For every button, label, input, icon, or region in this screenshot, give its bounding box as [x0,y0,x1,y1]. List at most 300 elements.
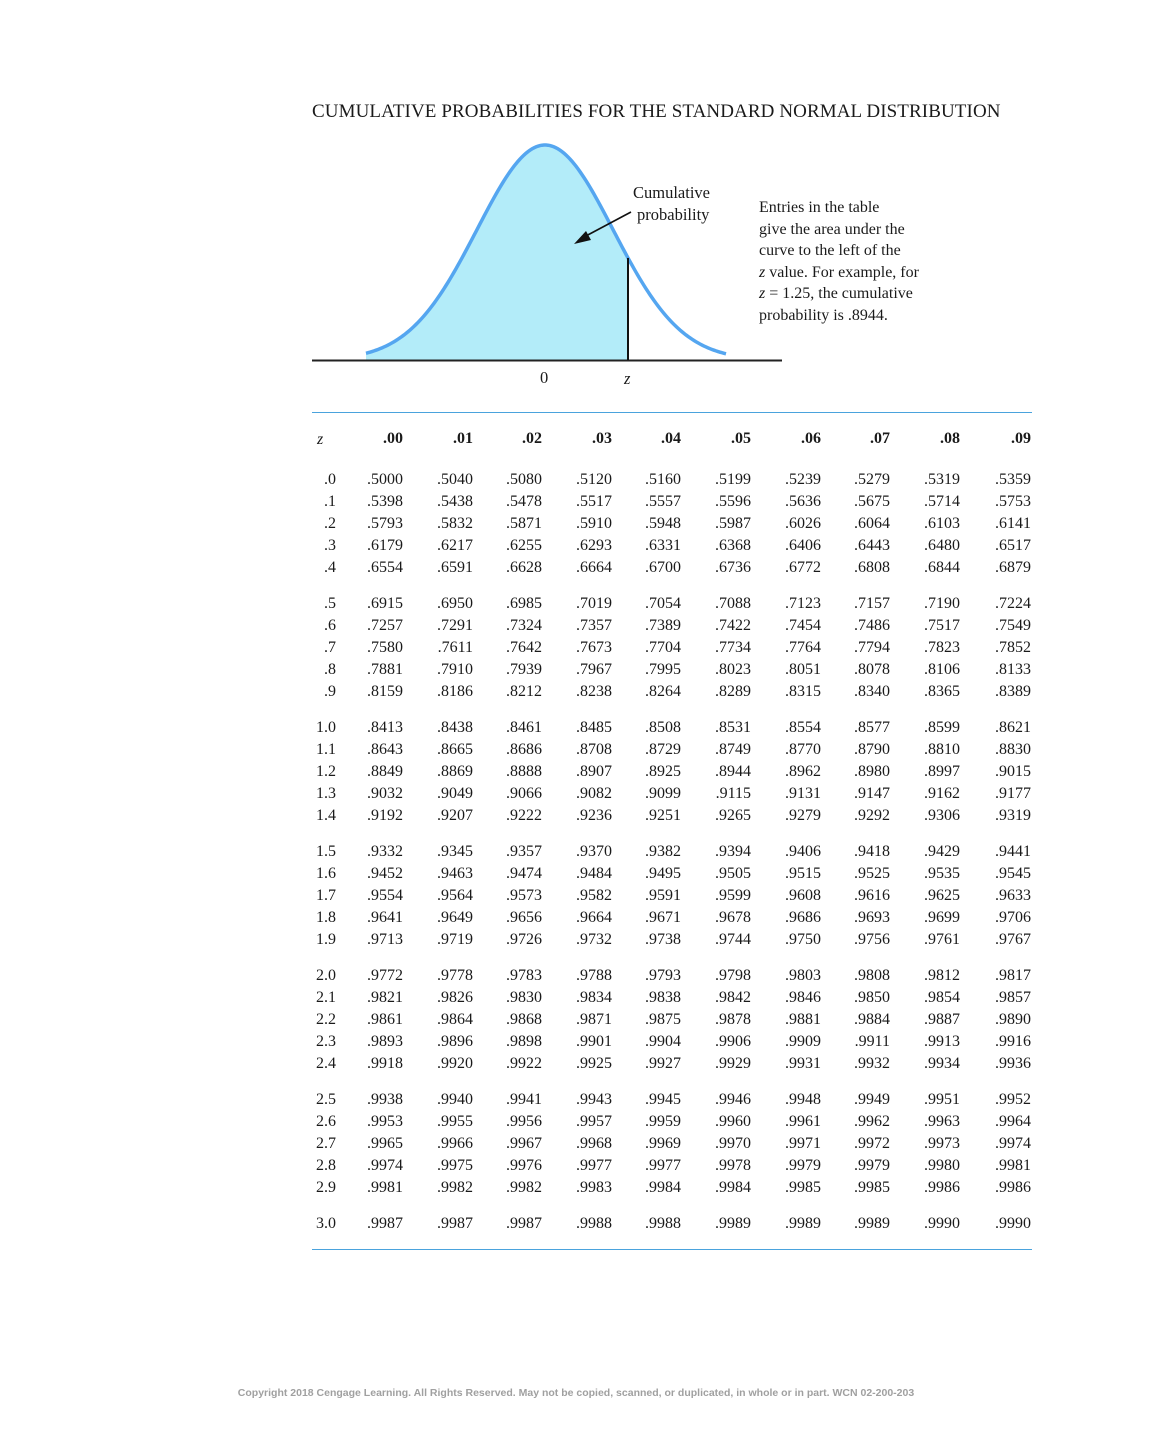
probability-cell: .9591 [645,887,681,904]
probability-cell: .9934 [924,1055,960,1072]
probability-cell: .8365 [924,683,960,700]
probability-cell: .6293 [576,537,612,554]
row-group [312,965,1032,1075]
probability-cell: .9956 [506,1113,542,1130]
probability-cell: .9767 [995,931,1031,948]
column-header: .09 [1011,430,1031,447]
probability-cell: .7910 [437,661,473,678]
probability-cell: .9868 [506,1011,542,1028]
row-group [312,469,1032,579]
probability-cell: .9990 [924,1215,960,1232]
note-line: Entries in the table [759,199,880,216]
probability-cell: .9988 [576,1215,612,1232]
z-value: .2 [324,515,336,532]
probability-cell: .9535 [924,865,960,882]
probability-cell: .5239 [785,471,821,488]
z-value: 2.5 [316,1091,336,1108]
probability-cell: .9251 [645,807,681,824]
probability-cell: .9966 [437,1135,473,1152]
z-value: 2.6 [316,1113,336,1130]
probability-cell: .8413 [367,719,403,736]
probability-cell: .9976 [506,1157,542,1174]
probability-cell: .9633 [995,887,1031,904]
z-value: 1.2 [316,763,336,780]
probability-cell: .9726 [506,931,542,948]
probability-cell: .9292 [854,807,890,824]
table-body [312,469,1032,1235]
probability-cell: .9656 [506,909,542,926]
table-bottom-rule [312,1249,1032,1250]
probability-cell: .9884 [854,1011,890,1028]
probability-cell: .9989 [854,1215,890,1232]
probability-cell: .7642 [506,639,542,656]
probability-cell: .9969 [645,1135,681,1152]
probability-cell: .7881 [367,661,403,678]
table-row [312,1111,1032,1133]
probability-cell: .6064 [854,515,890,532]
probability-cell: .7764 [785,639,821,656]
z-value: .1 [324,493,336,510]
curve-label-line2: probability [637,205,710,224]
probability-cell: .9955 [437,1113,473,1130]
probability-cell: .9306 [924,807,960,824]
probability-cell: .7291 [437,617,473,634]
row-group [312,841,1032,951]
table-row [312,717,1032,739]
probability-cell: .9463 [437,865,473,882]
probability-cell: .9812 [924,967,960,984]
probability-cell: .8925 [645,763,681,780]
probability-cell: .5160 [645,471,681,488]
column-header: .07 [870,430,890,447]
column-header: .06 [801,430,821,447]
probability-cell: .9345 [437,843,473,860]
z-value: 1.4 [316,807,336,824]
probability-cell: .8665 [437,741,473,758]
z-value: 1.5 [316,843,336,860]
probability-cell: .9922 [506,1055,542,1072]
probability-cell: .5438 [437,493,473,510]
probability-cell: .9808 [854,967,890,984]
probability-cell: .9131 [785,785,821,802]
probability-cell: .9441 [995,843,1031,860]
probability-cell: .9713 [367,931,403,948]
column-header: .03 [592,430,612,447]
table-row [312,1133,1032,1155]
probability-cell: .8051 [785,661,821,678]
z-value: .9 [324,683,336,700]
zero-label: 0 [540,368,549,387]
table-row [312,469,1032,491]
probability-cell: .6368 [715,537,751,554]
table-row [312,491,1032,513]
probability-cell: .8830 [995,741,1031,758]
probability-cell: .9357 [506,843,542,860]
probability-cell: .9850 [854,989,890,1006]
probability-cell: .8810 [924,741,960,758]
probability-cell: .9778 [437,967,473,984]
probability-cell: .9761 [924,931,960,948]
probability-cell: .9693 [854,909,890,926]
probability-cell: .8686 [506,741,542,758]
probability-cell: .9978 [715,1157,751,1174]
z-value: .3 [324,537,336,554]
probability-cell: .8577 [854,719,890,736]
probability-cell: .9952 [995,1091,1031,1108]
probability-cell: .9756 [854,931,890,948]
probability-cell: .9082 [576,785,612,802]
probability-cell: .7794 [854,639,890,656]
probability-cell: .8621 [995,719,1031,736]
z-value: 2.2 [316,1011,336,1028]
probability-cell: .9982 [506,1179,542,1196]
probability-cell: .6879 [995,559,1031,576]
probability-cell: .9719 [437,931,473,948]
table-row [312,987,1032,1009]
copyright-footer: Copyright 2018 Cengage Learning. All Rights Reserved. May not be copied, scanned, or duplicated, in whole or in part. WCN 02-200-203 [237,1387,915,1399]
probability-cell: .6406 [785,537,821,554]
probability-cell: .5000 [367,471,403,488]
probability-cell: .9678 [715,909,751,926]
z-value: .8 [324,661,336,678]
probability-cell: .9664 [576,909,612,926]
probability-cell: .8997 [924,763,960,780]
z-value: 3.0 [316,1215,336,1232]
probability-cell: .6331 [645,537,681,554]
probability-cell: .9525 [854,865,890,882]
probability-cell: .9962 [854,1113,890,1130]
probability-cell: .9959 [645,1113,681,1130]
probability-cell: .9834 [576,989,612,1006]
probability-cell: .6591 [437,559,473,576]
probability-cell: .7673 [576,639,612,656]
probability-cell: .9987 [506,1215,542,1232]
probability-cell: .9429 [924,843,960,860]
table-row [312,557,1032,579]
probability-cell: .5714 [924,493,960,510]
probability-cell: .6480 [924,537,960,554]
probability-cell: .9986 [995,1179,1031,1196]
probability-cell: .9946 [715,1091,751,1108]
explanation-note [759,197,959,327]
probability-cell: .8508 [645,719,681,736]
probability-cell: .9957 [576,1113,612,1130]
probability-cell: .9961 [785,1113,821,1130]
probability-cell: .8944 [715,763,751,780]
probability-cell: .6915 [367,595,403,612]
probability-cell: .9982 [437,1179,473,1196]
probability-cell: .9979 [785,1157,821,1174]
z-value: .7 [324,639,336,656]
probability-cell: .8159 [367,683,403,700]
probability-cell: .9878 [715,1011,751,1028]
probability-cell: .9913 [924,1033,960,1050]
probability-cell: .9817 [995,967,1031,984]
probability-cell: .9963 [924,1113,960,1130]
probability-cell: .9985 [854,1179,890,1196]
probability-cell: .9881 [785,1011,821,1028]
z-value: 2.8 [316,1157,336,1174]
probability-cell: .9015 [995,763,1031,780]
probability-cell: .7019 [576,595,612,612]
probability-cell: .9980 [924,1157,960,1174]
probability-cell: .7123 [785,595,821,612]
probability-cell: .9864 [437,1011,473,1028]
column-header: .04 [661,430,681,447]
probability-cell: .9887 [924,1011,960,1028]
probability-cell: .9265 [715,807,751,824]
probability-cell: .9147 [854,785,890,802]
note-line: give the area under the [759,220,905,238]
probability-cell: .9972 [854,1135,890,1152]
probability-cell: .5557 [645,493,681,510]
probability-cell: .6255 [506,537,542,554]
probability-cell: .9750 [785,931,821,948]
probability-cell: .9929 [715,1055,751,1072]
table-row [312,535,1032,557]
probability-cell: .9484 [576,865,612,882]
row-group [312,717,1032,827]
probability-cell: .9783 [506,967,542,984]
probability-cell: .8599 [924,719,960,736]
probability-cell: .9207 [437,807,473,824]
z-axis-label: z [624,369,631,388]
z-value: 2.9 [316,1179,336,1196]
probability-cell: .7823 [924,639,960,656]
column-header: .01 [453,430,473,447]
probability-cell: .5120 [576,471,612,488]
probability-cell: .6844 [924,559,960,576]
note-line: curve to the left of the [759,242,901,260]
probability-cell: .8849 [367,763,403,780]
probability-cell: .5793 [367,515,403,532]
column-header: .02 [522,430,542,447]
probability-cell: .6628 [506,559,542,576]
probability-cell: .8289 [715,683,751,700]
probability-cell: .7088 [715,595,751,612]
probability-cell: .9474 [506,865,542,882]
z-value: 1.1 [316,741,336,758]
probability-cell: .9582 [576,887,612,904]
probability-cell: .9932 [854,1055,890,1072]
probability-cell: .9951 [924,1091,960,1108]
z-value: 1.3 [316,785,336,802]
row-group [312,1089,1032,1199]
probability-cell: .9989 [785,1215,821,1232]
probability-cell: .5596 [715,493,751,510]
probability-cell: .9099 [645,785,681,802]
table-row [312,929,1032,951]
probability-cell: .9515 [785,865,821,882]
probability-cell: .9979 [854,1157,890,1174]
probability-cell: .9938 [367,1091,403,1108]
probability-cell: .9826 [437,989,473,1006]
probability-cell: .9641 [367,909,403,926]
note-z-symbol: z [759,285,766,303]
probability-cell: .9319 [995,807,1031,824]
probability-cell: .7324 [506,617,542,634]
probability-cell: .7054 [645,595,681,612]
probability-cell: .6950 [437,595,473,612]
probability-cell: .7995 [645,661,681,678]
probability-cell: .9545 [995,865,1031,882]
z-value: 1.7 [316,887,336,904]
probability-cell: .9925 [576,1055,612,1072]
probability-cell: .9909 [785,1033,821,1050]
probability-cell: .9875 [645,1011,681,1028]
probability-cell: .9871 [576,1011,612,1028]
probability-cell: .8531 [715,719,751,736]
row-group [312,593,1032,703]
z-value: .6 [324,617,336,634]
probability-cell: .9986 [924,1179,960,1196]
probability-cell: .5199 [715,471,751,488]
table-row [312,1177,1032,1199]
probability-cell: .9854 [924,989,960,1006]
probability-cell: .9918 [367,1055,403,1072]
table-row [312,885,1032,907]
table-row [312,513,1032,535]
normal-curve-svg [300,135,800,395]
probability-cell: .9842 [715,989,751,1006]
probability-cell: .9394 [715,843,751,860]
table-row [312,907,1032,929]
probability-cell: .9830 [506,989,542,1006]
probability-cell: .9279 [785,807,821,824]
probability-cell: .5279 [854,471,890,488]
probability-cell: .9984 [645,1179,681,1196]
probability-cell: .5517 [576,493,612,510]
probability-cell: .9977 [576,1157,612,1174]
probability-cell: .9975 [437,1157,473,1174]
column-header: .00 [383,430,403,447]
column-header: .05 [731,430,751,447]
probability-cell: .5478 [506,493,542,510]
probability-cell: .9732 [576,931,612,948]
probability-cell: .9901 [576,1033,612,1050]
probability-cell: .9608 [785,887,821,904]
probability-cell: .9573 [506,887,542,904]
z-value: 2.4 [316,1055,336,1072]
probability-cell: .9625 [924,887,960,904]
z-value: 1.0 [316,719,336,736]
probability-cell: .6103 [924,515,960,532]
z-column-header: z [317,431,324,448]
probability-cell: .8106 [924,661,960,678]
probability-cell: .9049 [437,785,473,802]
probability-cell: .9495 [645,865,681,882]
probability-cell: .9911 [854,1033,890,1050]
probability-cell: .9861 [367,1011,403,1028]
probability-cell: .5080 [506,471,542,488]
table-row [312,863,1032,885]
table-row [312,1155,1032,1177]
probability-cell: .6517 [995,537,1031,554]
probability-cell: .9222 [506,807,542,824]
probability-cell: .8315 [785,683,821,700]
probability-cell: .7190 [924,595,960,612]
probability-cell: .9706 [995,909,1031,926]
probability-cell: .9965 [367,1135,403,1152]
probability-cell: .6443 [854,537,890,554]
probability-cell: .8888 [506,763,542,780]
probability-cell: .9793 [645,967,681,984]
probability-cell: .7257 [367,617,403,634]
table-row [312,659,1032,681]
probability-cell: .9916 [995,1033,1031,1050]
probability-cell: .9821 [367,989,403,1006]
probability-cell: .9406 [785,843,821,860]
note-z-symbol: z [759,263,766,281]
probability-cell: .8389 [995,683,1031,700]
probability-cell: .9162 [924,785,960,802]
note-line [759,262,959,284]
probability-cell: .9744 [715,931,751,948]
probability-cell: .9931 [785,1055,821,1072]
probability-cell: .8869 [437,763,473,780]
probability-cell: .9904 [645,1033,681,1050]
table-header-row [312,413,1032,469]
probability-cell: .7852 [995,639,1031,656]
probability-cell: .7389 [645,617,681,634]
probability-cell: .9332 [367,843,403,860]
probability-cell: .9945 [645,1091,681,1108]
probability-cell: .9738 [645,931,681,948]
probability-cell: .5359 [995,471,1031,488]
probability-cell: .9967 [506,1135,542,1152]
row-group [312,1213,1032,1235]
probability-cell: .9981 [367,1179,403,1196]
probability-cell: .9452 [367,865,403,882]
probability-cell: .8962 [785,763,821,780]
probability-cell: .8749 [715,741,751,758]
z-value: 2.7 [316,1135,336,1152]
table-row [312,841,1032,863]
probability-cell: .9964 [995,1113,1031,1130]
probability-cell: .6985 [506,595,542,612]
table-row [312,761,1032,783]
probability-cell: .9115 [715,785,751,802]
probability-cell: .7357 [576,617,612,634]
probability-cell: .7704 [645,639,681,656]
z-value: .4 [324,559,336,576]
probability-cell: .6808 [854,559,890,576]
table-row [312,965,1032,987]
table-row [312,681,1032,703]
probability-cell: .5871 [506,515,542,532]
probability-cell: .9940 [437,1091,473,1108]
probability-cell: .7486 [854,617,890,634]
probability-cell: .6736 [715,559,751,576]
probability-cell: .8643 [367,741,403,758]
probability-cell: .9968 [576,1135,612,1152]
table-row [312,1053,1032,1075]
probability-cell: .6700 [645,559,681,576]
probability-cell: .7549 [995,617,1031,634]
probability-cell: .9599 [715,887,751,904]
probability-cell: .9906 [715,1033,751,1050]
column-header: .08 [940,430,960,447]
probability-cell: .8980 [854,763,890,780]
probability-cell: .8186 [437,683,473,700]
probability-cell: .8264 [645,683,681,700]
probability-cell: .5675 [854,493,890,510]
probability-cell: .8461 [506,719,542,736]
probability-cell: .8729 [645,741,681,758]
probability-cell: .7422 [715,617,751,634]
probability-cell: .9671 [645,909,681,926]
probability-cell: .8340 [854,683,890,700]
